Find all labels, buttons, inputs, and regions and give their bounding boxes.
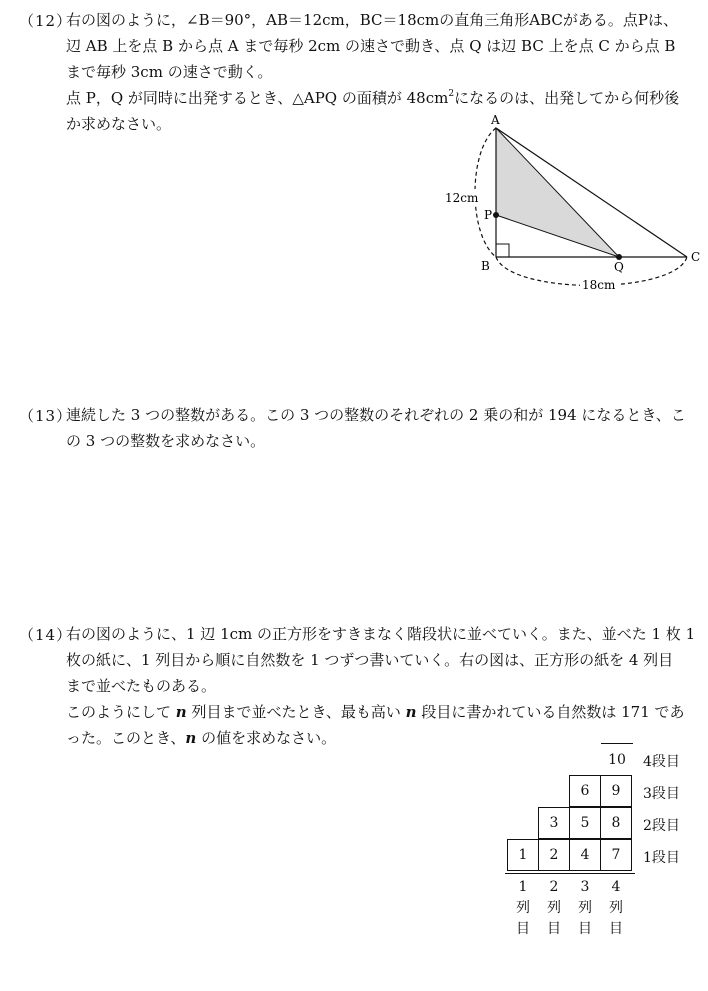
label-bc-length: 18cm: [582, 278, 616, 292]
grid-cell: 9: [600, 775, 632, 807]
column-label-2: [538, 877, 570, 940]
text-segment: った。このとき、: [66, 729, 186, 747]
right-angle-mark: [496, 244, 509, 257]
col-label-part: 目: [578, 921, 592, 937]
problem-number: （12）: [19, 12, 73, 30]
label-ab-length: 12cm: [445, 191, 479, 205]
text-line: 右の図のように、1 辺 1cm の正方形をすきまなく階段状に並べていく。また、並べた 1 枚 1: [66, 625, 696, 643]
col-label-part: 列: [547, 900, 561, 916]
grid-cell: 1: [507, 839, 539, 871]
text-line: か求めなさい。: [66, 115, 172, 133]
col-label-part: 2: [549, 879, 559, 895]
staircase-grid: [505, 740, 705, 990]
col-label-part: 目: [609, 921, 623, 937]
column-label-1: [507, 877, 539, 940]
col-label-part: 4: [611, 879, 621, 895]
superscript: 2: [448, 89, 455, 99]
row-label-4: 4段目: [643, 754, 680, 770]
col-label-part: 目: [516, 921, 530, 937]
text-line: 右の図のように，∠B＝90°，AB＝12cm，BC＝18cmの直角三角形ABCがある。点Pは、: [66, 11, 678, 29]
row-label-1: 1段目: [643, 850, 680, 866]
row-label-3: 3段目: [643, 786, 680, 802]
grid-baseline: [505, 873, 635, 874]
grid-cell: 10: [601, 743, 633, 775]
text-segment: 列目まで並べたとき、最も高い: [191, 703, 401, 721]
grid-cell: 2: [538, 839, 570, 871]
col-label-part: 目: [547, 921, 561, 937]
text-line: まで並べたものある。: [66, 677, 217, 695]
shaded-triangle-apq: [496, 128, 619, 257]
text-line: 辺 AB 上を点 B から点 A まで毎秒 2cm の速さで動き、点 Q は辺 BC 上を点 C から点 B: [66, 37, 676, 55]
problem-text: [66, 402, 698, 454]
label-c: C: [691, 250, 701, 264]
text-line: 連続した 3 つの整数がある。この 3 つの整数のそれぞれの 2 乗の和が 194 になるとき、こ: [66, 406, 686, 424]
row-label-2: 2段目: [643, 818, 680, 834]
col-label-part: 1: [518, 879, 528, 895]
column-label-3: [569, 877, 601, 940]
label-q: Q: [614, 260, 624, 274]
text-segment: の値を求めなさい。: [201, 729, 337, 747]
grid-cell: 4: [569, 839, 601, 871]
variable-n: n: [405, 703, 417, 721]
col-label-part: 列: [578, 900, 592, 916]
column-label-4: [600, 877, 632, 940]
col-label-part: 3: [580, 879, 590, 895]
triangle-figure: [430, 110, 708, 300]
label-p: P: [484, 208, 493, 222]
variable-n: n: [175, 703, 187, 721]
label-a: A: [491, 113, 500, 127]
text-line: の 3 つの整数を求めなさい。: [66, 432, 266, 450]
grid-cell: 5: [569, 807, 601, 839]
text-segment: 段目に書かれている自然数は 171 であ: [421, 703, 685, 721]
point-p: [493, 212, 499, 218]
text-segment: このようにして: [66, 703, 172, 721]
grid-cell: 3: [538, 807, 570, 839]
problem-number: （13）: [19, 407, 73, 425]
col-label-part: 列: [609, 900, 623, 916]
grid-cell: 7: [600, 839, 632, 871]
text-segment: 点 P，Q が同時に出発するとき、△APQ の面積が 48cm: [66, 89, 449, 107]
grid-cell: 8: [600, 807, 632, 839]
text-line: 枚の紙に、1 列目から順に自然数を 1 つずつ書いていく。右の図は、正方形の紙を 4 列目: [66, 651, 674, 669]
col-label-part: 列: [516, 900, 530, 916]
text-line: [66, 699, 698, 725]
grid-cell: 6: [569, 775, 601, 807]
variable-n: n: [185, 729, 197, 747]
label-b: B: [481, 259, 490, 273]
problem-text: [66, 621, 698, 751]
text-line: [66, 85, 698, 111]
text-line: まで毎秒 3cm の速さで動く。: [66, 63, 273, 81]
problem-number: （14）: [19, 626, 73, 644]
text-segment: になるのは、出発してから何秒後: [454, 89, 680, 107]
